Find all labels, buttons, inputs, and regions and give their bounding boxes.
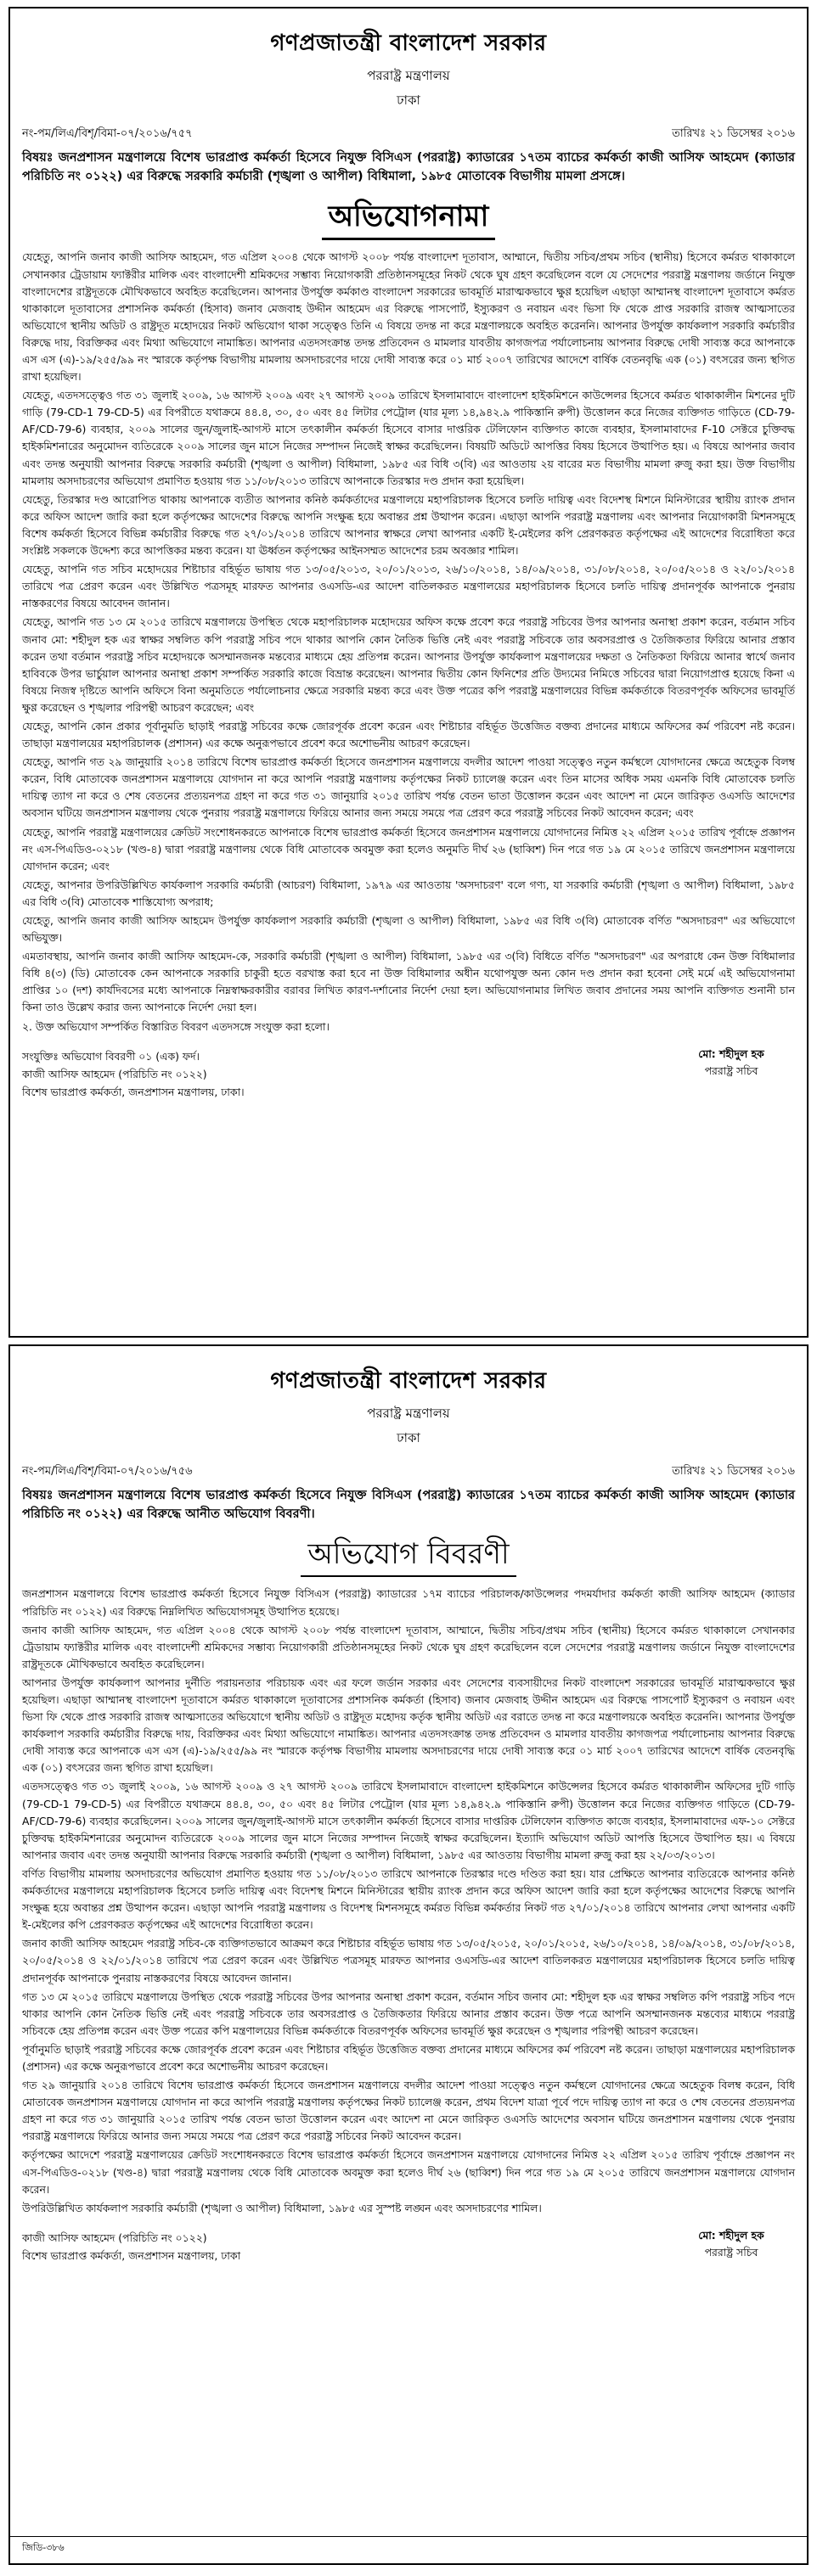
paragraph: যেহেতু, আপনি গত ১৩ মে ২০১৫ তারিখে মন্ত্রণালয়ে উপস্থিত থেকে মহাপরিচালক মহোদয়ের অফিস কক্ষে প্রবেশ করে পররাষ্ট্র সচিবের উপর আপনার অনাস্থা প্রকাশ করেন, বর্তমান সচিব জনাব মো: শহীদুল হক এর স্বাক্ষর সম্বলিত কপি পররাষ্ট্র সচিব পদে থাকার আপনি কোন নৈতিক ভিত্তি নেই এবং পররাষ্ট্র সচিবকে তার অবসরপ্রাপ্ত ও তৈজিকতার ফিরিয়ে আনার প্রস্তাব করেন তথা বর্তমান পররাষ্ট্র সচিব মহোদয়কে অসম্মানজনক মন্তব্যের মাধ্যমে হেয় প্রতিপন্ন করেন। আপনার উপর্যুক্ত কার্যকলাপ মন্ত্রণালয়ের দক্ষতা ও নৈতিকতা ফিরিয়ে আনার স্বার্থে জনাব হাবিবকে উপর ভার্চুয়াল আপনার অনাস্থা প্রকাশ সম্পর্কিত সরকারি কাজে বিভ্রান্ত করেছেন। আপনার দ্বিতীয় কোন ফিনিশের প্রতি উদ্যমের নিমিত্তে সচিবের দ্বারা নিয়োগপ্রাপ্ত হয়েছে কিনা এ বিষয়ে নিজস্ব দৃষ্টিতে আপনি অফিসে বিনা অনুমতিতে পর্যালোচনার ক্ষেত্রে সরকারি মন্তব্য করে এবং উক্ত পত্রের কপি পররাষ্ট্র মন্ত্রণালয়ের বিভিন্ন কর্মকর্তাকে বিতরণপূর্বক অফিসের ভাবমূর্তি ক্ষুণ্ণ করেছেন ও শৃঙ্খলার পরিপন্থী আচরণ করেছেন; এবং bbox=[22, 615, 795, 714]
paragraph: যেহেতু, আপনি কোন প্রকার পূর্বানুমতি ছাড়াই পররাষ্ট্র সচিবের কক্ষে জোরপূর্বক প্রবেশ করেন এবং শিষ্টাচার বহির্ভূত উত্তেজিত বক্তব্য প্রদানের মাধ্যমে অফিসের কর্ম পরিবেশ নষ্ট করেন। তাছাড়া মন্ত্রণালয়ের মহাপরিচালক (প্রশাসন) এর কক্ষে অনুরূপভাবে প্রবেশ করে অশোভনীয় আচরণ করেছেন। bbox=[22, 719, 795, 750]
ministry-name: পররাষ্ট্র মন্ত্রণালয় bbox=[367, 68, 450, 83]
reference-row bbox=[22, 1463, 795, 1481]
recipient-designation: বিশেষ ভারপ্রাপ্ত কর্মকর্তা, জনপ্রশাসন মন্ত্রণালয়, ঢাকা bbox=[22, 2248, 241, 2262]
paragraph: জনাব কাজী আসিফ আহমেদ পররাষ্ট্র সচিব-কে ব্যক্তিগতভাবে আক্রমণ করে শিষ্টাচার বহির্ভূত ভাষায় গত ১৩/০৫/২০১৫, ২০/০১/২০১৫, ২৬/১০/২০১৪, ১৪/০৯/২০১৪, ৩১/০৮/২০১৪, ২০/০৫/২০১৪ ও ২২/০১/২০১৪ তারিখে পত্র প্রেরণ করেন এবং উল্লিখিত পত্রসমূহ মারফত আপনার ওএসডি-এর আদেশ বাতিলকরত মন্ত্রণালয়ের মহাপরিচালক হিসেবে চলতি দায়িত্ব প্রদানপূর্বক আপনাকে পুনরায় নাস্তকরণের বিষয়ে আবেদন জানান। bbox=[22, 1937, 795, 1984]
attachment-label: সংযুক্তিঃ অভিযোগ বিবরণী ০১ (এক) ফর্দ। bbox=[22, 1049, 200, 1063]
paragraph: কর্তৃপক্ষের আদেশে পররাষ্ট্র মন্ত্রণালয়ের ক্রেডিট সংশোধনকরতে বিশেষ ভারপ্রাপ্ত কর্মকর্তা হিসেবে জনপ্রশাসন মন্ত্রণালয়ে যোগদানের নিমিত্ত ২২ এপ্রিল ২০১৫ তারিখ পূর্বাহ্নে প্রজ্ঞাপন নং এস-পিএডিও-০২১৮ (খণ্ড-৪) দ্বারা পররাষ্ট্র মন্ত্রণালয় থেকে বিধি মোতাবেক অবমুক্ত করা হলেও দীর্ঘ ২৬ (ছাব্বিশ) দিন পরে গত ১৯ মে ২০১৫ তারিখে জনপ্রশাসন মন্ত্রণালয়ে যোগদান করেন। bbox=[22, 2148, 795, 2196]
signer-name: মো: শহীদুল হক bbox=[698, 2228, 764, 2242]
city-name: ঢাকা bbox=[397, 93, 420, 108]
paragraph: যেহেতু, আপনি জনাব কাজী আসিফ আহমেদ উপর্যুক্ত কার্যকলাপ সরকারি কর্মচারী (শৃঙ্খলা ও আপীল) বিধিমালা, ১৯৮৫ এর বিধি ৩(বি) মোতাবেক বর্ণিত "অসদাচরণ" এর অভিযোগে অভিযুক্ত। bbox=[22, 914, 795, 945]
paragraph: জনাব কাজী আসিফ আহমেদ, গত এপ্রিল ২০০৪ থেকে আগস্ট ২০০৮ পর্যন্ত বাংলাদেশ দূতাবাস, আম্মানে, দ্বিতীয় সচিব/প্রথম সচিব (স্থানীয়) হিসেবে কর্মরত থাকাকালে সেখানকার ট্রেডায়াম ফ্যাক্টরীর মালিক এবং বাংলাদেশী শ্রমিকদের সম্ভাব্য নিয়োগকারী প্রতিষ্ঠানসমূহের নিকট থেকে ঘুষ গ্রহণ করেছিলেন বলে সেদেশের পররাষ্ট্র মন্ত্রণালয় জর্ডানে নিযুক্ত বাংলাদেশের রাষ্ট্রদূতকে মৌখিকভাবে অবহিত করেছিলেন। bbox=[22, 1623, 795, 1670]
recipient-name: কাজী আসিফ আহমেদ (পরিচিতি নং ০১২২) bbox=[22, 1067, 207, 1080]
paragraph: গত ২৯ জানুয়ারি ২০১৪ তারিখে বিশেষ ভারপ্রাপ্ত কর্মকর্তা হিসেবে জনপ্রশাসন মন্ত্রণালয়ে বদলীর আদেশ পাওয়া সত্ত্বেও নতুন কর্মস্থলে যোগদানের ক্ষেত্রে অহেতুক বিলম্ব করেন, বিধি মোতাবেক জনপ্রশাসন মন্ত্রণালয়ে যোগদান না করে আপনি পররাষ্ট্র মন্ত্রণালয় কর্তৃপক্ষের নিকট চ্যালেঞ্জ করেন, প্রথম বিদেশ যাত্রা পূর্বে পদে দায়িত্ব ত্যাগ না করে ও শেষ বেতনের প্রত্যয়নপত্র গ্রহণ না করে গত ৩১ জানুয়ারি ২০১৫ তারিখ পর্যন্ত বেতন ভাতা উত্তোলন করেন এবং আদেশ না মেনে জারিকৃত ওএসডি আদেশের অবসান ঘটিয়ে জনপ্রশাসন মন্ত্রণালয় থেকে পুনরায় পররাষ্ট্র মন্ত্রণালয়ে ফিরিয়ে আনার জন্য সময়ে সময়ে পত্র প্রেরণ করে পররাষ্ট্র সচিবের নিকট আবেদন করেন। bbox=[22, 2079, 795, 2143]
government-title: গণপ্রজাতন্ত্রী বাংলাদেশ সরকার bbox=[270, 1368, 547, 1394]
city-name: ঢাকা bbox=[397, 1430, 420, 1445]
subject-line: বিষয়ঃ জনপ্রশাসন মন্ত্রণালয়ে বিশেষ ভারপ্রাপ্ত কর্মকর্তা হিসেবে নিযুক্ত বিসিএস (পররাষ্ট্র) ক্যাডারের ১৭তম ব্যাচের কর্মকর্তা কাজী আসিফ আহমেদ (ক্যাডার পরিচিতি নং ০১২২) এর বিরুদ্ধে সরকারি কর্মচারী (শৃঙ্খলা ও আপীল) বিধিমালা, ১৯৮৫ মোতাবেক বিভাগীয় মামলা প্রসঙ্গে। bbox=[22, 151, 795, 184]
memo-date: তারিখঃ ২১ ডিসেম্বর ২০১৬ bbox=[672, 1465, 795, 1478]
paragraph: গত ১৩ মে ২০১৫ তারিখে মন্ত্রণালয়ে উপস্থিত থেকে পররাষ্ট্র সচিবের উপর আপনার অনাস্থা প্রকাশ করেন, বর্তমান সচিব জনাব মো: শহীদুল হক এর স্বাক্ষর সম্বলিত কপি পররাষ্ট্র সচিব পদে থাকার আপনি কোন নৈতিক ভিত্তি নেই এবং পররাষ্ট্র সচিবকে তার অবসরপ্রাপ্ত ও তৈজিকতার ফিরিয়ে আনার প্রস্তাব করেন। উক্ত পত্রে আপনি অসম্মানজনক মন্তব্যের মাধ্যমে পররাষ্ট্র সচিবকে হেয় প্রতিপন্ন করেন এবং উক্ত পত্রের কপি মন্ত্রণালয়ের বিভিন্ন কর্মকর্তাকে বিতরণপূর্বক অফিসের ভাবমূর্তি ক্ষুণ্ণ করেছেন ও শৃঙ্খলার পরিপন্থী আচরণ করেছেন। bbox=[22, 1990, 795, 2037]
footer-code: জিডি-৩৮৬ bbox=[10, 2536, 807, 2556]
paragraph: যেহেতু, এতদসত্ত্বেও গত ৩১ জুলাই ২০০৯, ১৬ আগস্ট ২০০৯ এবং ২৭ আগস্ট ২০০৯ তারিখে ইসলামাবাদে বাংলাদেশ হাইকমিশনে কাউন্সেলর হিসেবে কর্মরত থাকাকালীন মিশনের দুটি গাড়ি (79-CD-1 79-CD-5) এর বিপরীতে যথাক্রমে ৪৪.৪, ৩০, ৫০ এবং ৪৫ লিটার পেট্রোল (যার মূল্য ১৪,৯৪২.৯ পাকিস্তানি রুপী) উত্তোলন করে নিজের ব্যক্তিগত গাড়িতে (CD-79-AF/CD-79-6) ব্যবহার, ২০০৯ সালের জুন/জুলাই-আগস্ট মাসে তৎকালীন কর্মকর্তা হিসেবে বাসার দাপ্তরিক টেলিফোন ব্যক্তিগত কাজে ব্যবহার, ইসলামাবাদের F-10 সেক্টরে চুক্তিবদ্ধ হাইকমিশনারের অনুমোদন ব্যতিরেকে ২০০৯ সালের জুন মাসে নিজের সম্পাদন নিজেই স্বাক্ষর করেছিলেন। বিষয়টি অডিটে আপত্তির বিষয় হিসেবে উত্থাপিত হয়। এ বিষয়ে আপনার জবাব এবং তদন্ত অনুযায়ী আপনার বিরুদ্ধে সরকারি কর্মচারী (শৃঙ্খলা ও আপীল) বিধিমালা, ১৯৮৫ এর বিধি ৩(বি) এর আওতায় ২য় বারের মত বিভাগীয় মামলা রুজু করা হয়। উক্ত বিভাগীয় মামলায় অসদাচরণের অভিযোগ প্রমাণিত হওয়ায় গত ১১/০৮/২০১৩ তারিখে আপনাকে তিরস্কার দণ্ড প্রদান করা হয়েছিল। bbox=[22, 389, 795, 487]
reference-row bbox=[22, 126, 795, 143]
paragraph: এতদসত্ত্বেও গত ৩১ জুলাই ২০০৯, ১৬ আগস্ট ২০০৯ ও ২৭ আগস্ট ২০০৯ তারিখে ইসলামাবাদে বাংলাদেশ হাইকমিশনে কাউন্সেলর হিসেবে কর্মরত থাকাকালীন অফিসের দুটি গাড়ি (79-CD-1 79-CD-5) এর বিপরীতে যথাক্রমে ৪৪.৪, ৩০, ৫০ এবং ৪৫ লিটার পেট্রোল (যার মূল্য ১৪,৯৪২.৯ পাকিস্তানি রুপী) উত্তোলন করে নিজের ব্যক্তিগত গাড়িতে (CD-79-AF/CD-79-6) ব্যবহার করেছিলেন। ২০০৯ সালের জুন/জুলাই-আগস্ট মাসে তৎকালীন কর্মকর্তা হিসেবে বাসার দাপ্তরিক টেলিফোন ব্যক্তিগত কাজে ব্যবহার, ইসলামাবাদের এফ-১০ সেক্টরে চুক্তিবদ্ধ হাইকমিশনারের অনুমোদন ব্যতিরেকে ২০০৯ সালের জুন মাসে নিজের সম্পাদন নিজেই স্বাক্ষর করেছিলেন। ইত্যাদি অভিযোগ অডিট আপত্তি হিসেবে উত্থাপিত হয়। এ বিষয়ে আপনার জবাব এবং তদন্ত অনুযায়ী আপনার বিরুদ্ধে সরকারি কর্মচারী (শৃঙ্খলা ও আপীল) বিধিমালা, ১৯৮৫ এর আওতায় বিভাগীয় মামলা রুজু করা হয় ২২/০৩/২০১৩। bbox=[22, 1780, 795, 1861]
paragraph: জনপ্রশাসন মন্ত্রণালয়ে বিশেষ ভারপ্রাপ্ত কর্মকর্তা হিসেবে নিযুক্ত বিসিএস (পররাষ্ট্র) ক্যাডারের ১৭ম ব্যাচের পরিচালক/কাউন্সেলর পদমর্যাদার কর্মকর্তা কাজী আসিফ আহমেদ (ক্যাডার পরিচিতি নং ০১২২) এর বিরুদ্ধে নিম্নলিখিত অভিযোগসমূহ উত্থাপিত হয়েছে। bbox=[22, 1587, 795, 1618]
signer-designation: পররাষ্ট্র সচিব bbox=[704, 1064, 758, 1077]
paragraph: বর্ণিত বিভাগীয় মামলায় অসদাচরণের অভিযোগ প্রমাণিত হওয়ায় গত ১১/০৮/২০১৩ তারিখে আপনাকে তিরস্কার দণ্ডে দণ্ডিত করা হয়। যার প্রেক্ষিতে আপনার ব্যতিরেকে আপনার কনিষ্ঠ কর্মকর্তাদের মন্ত্রণালয়ে মহাপরিচালক হিসেবে চলতি দায়িত্ব এবং বিদেশস্থ মিশনে মিনিস্টারের স্থায়ীয় র‌্যাংক প্রদান করে অফিস আদেশ জারি করা হলে কর্তৃপক্ষের আদেশের বিরুদ্ধে আপনি সংক্ষুব্ধ হয়ে অবান্তর প্রশ্ন উত্থাপন করেন। এছাড়া আপনি পররাষ্ট্র মন্ত্রণালয় ও বিদেশস্থ মিশনসমূহে কর্মরত বিভিন্ন কর্মকর্তার নিকট গত ২৭/০১/২০১৪ তারিখে আপনার লেখা আপনার একটি ই-মেইলের কপি প্রেরণকরত কর্তৃপক্ষের এই আদেশের বিরোধিতা করেন। bbox=[22, 1866, 795, 1932]
charge-paragraphs bbox=[22, 249, 795, 1035]
paragraph: উপরিউল্লিখিত কার্যকলাপ সরকারি কর্মচারী (শৃঙ্খলা ও আপীল) বিধিমালা, ১৯৮৫ এর সুস্পষ্ট লঙ্ঘন এবং অসদাচরণের শামিল। bbox=[22, 2201, 542, 2214]
paragraph: এমতাবস্থায়, আপনি জনাব কাজী আসিফ আহমেদ-কে, সরকারি কর্মচারী (শৃঙ্খলা ও আপীল) বিধিমালা, ১৯৮৫ এর ৩(বি) বিধিতে বর্ণিত "অসদাচরণ" এর অপরাধে কেন উক্ত বিধিমালার বিধি ৪(৩) (ডি) মোতাবেক কেন আপনাকে সরকারি চাকুরী হতে বরখাস্ত করা হবে না উক্ত বিধিমালার অধীন যথোপযুক্ত অন্য কোন দণ্ড প্রদান করা হবেনা সেই মর্মে এই অভিযোগনামা প্রাপ্তির ১০ (দশ) কার্যদিবসের মধ্যে আপনাকে নিম্নস্বাক্ষরকারীর বরাবর লিখিত কারণ-দর্শানোর নির্দেশ দেয়া হল। অভিযোগনামার লিখিত জবাব প্রদানের সময় আপনি ব্যক্তিগত শুনানী চান কিনা তাও উল্লেখ করার জন্য আপনাকে নির্দেশ দেয়া হল। bbox=[22, 950, 795, 1014]
ministry-name: পররাষ্ট্র মন্ত্রণালয় bbox=[367, 1406, 450, 1421]
statement-of-allegations bbox=[8, 1344, 809, 2565]
subject-line: বিষয়ঃ জনপ্রশাসন মন্ত্রণালয়ে বিশেষ ভারপ্রাপ্ত কর্মকর্তা হিসেবে নিযুক্ত বিসিএস (পররাষ্ট্র) ক্যাডারের ১৭তম ব্যাচের কর্মকর্তা কাজী আসিফ আহমেদ (ক্যাডার পরিচিতি নং ০১২২) এর বিরুদ্ধে আনীত অভিযোগ বিবরণী। bbox=[22, 1489, 795, 1522]
memo-number: নং-পম/লিএ/বিশৃ/বিমা-০৭/২০১৬/৭৫৬ bbox=[22, 1465, 193, 1478]
allegation-paragraphs bbox=[22, 1585, 795, 2216]
paragraph: যেহেতু, আপনি গত ২৯ জানুয়ারি ২০১৪ তারিখে বিশেষ ভারপ্রাপ্ত কর্মকর্তা হিসেবে জনপ্রশাসন মন্ত্রণালয়ে বদলীর আদেশ পাওয়া সত্ত্বেও নতুন কর্মস্থলে যোগদানের ক্ষেত্রে অহেতুক বিলম্ব করেন, বিধি মোতাবেক জনপ্রশাসন মন্ত্রণালয়ে যোগদান না করে আপনি পররাষ্ট্র মন্ত্রণালয় কর্তৃপক্ষের নিকট চ্যালেঞ্জ করেন এবং তিন মাসের অধিক সময় এমনকি বিধি মোতাবেক চলতি দায়িত্ব ত্যাগ না করে ও শেষ বেতনের প্রত্যয়নপত্র গ্রহণ না করে গত ৩১ জানুয়ারি ২০১৫ তারিখ পর্যন্ত বেতন ভাতা উত্তোলন করেন এবং আদেশ না মেনে জারিকৃত ওএসডি আদেশের অবসান ঘটিয়ে জনপ্রশাসন মন্ত্রণালয় থেকে পুনরায় পররাষ্ট্র মন্ত্রণালয়ে ফিরিয়ে আনার জন্য সময়ে সময়ে পত্র প্রেরণ করে পররাষ্ট্র সচিবের নিকট আবেদন করেন; এবং bbox=[22, 755, 795, 820]
charge-sheet-notice bbox=[8, 7, 809, 1338]
recipient-designation: বিশেষ ভারপ্রাপ্ত কর্মকর্তা, জনপ্রশাসন মন্ত্রণালয়, ঢাকা। bbox=[22, 1085, 245, 1098]
paragraph: যেহেতু, আপনি জনাব কাজী আসিফ আহমেদ, গত এপ্রিল ২০০৪ থেকে আগস্ট ২০০৮ পর্যন্ত বাংলাদেশ দূতাবাস, আম্মানে, দ্বিতীয় সচিব/প্রথম সচিব (স্থানীয়) হিসেবে কর্মরত থাকাকালে সেখানকার ট্রেডায়াম ফ্যাক্টরীর মালিক এবং বাংলাদেশী শ্রমিকদের সম্ভাব্য নিয়োগকারী প্রতিষ্ঠানসমূহের নিকট থেকে ঘুষ গ্রহণ করেছিলেন বলে যে সেদেশের পররাষ্ট্র মন্ত্রণালয় জর্ডানে নিযুক্ত বাংলাদেশের রাষ্ট্রদূতকে মৌখিকভাবে অবহিত করেছিলেন। আপনার উপর্যুক্ত কর্মকাণ্ড বাংলাদেশ সরকারের ভাবমূর্তি মারাত্মকভাবে ক্ষুণ্ণ হয়েছিল এছাড়া আম্মানস্থ বাংলাদেশ দূতাবাসে কর্মরত থাকাকালে দূতাবাসের প্রশাসনিক কর্মকর্তা (হিসাব) জনাব মেজবাহ উদ্দীন আহমেদ এর বিরুদ্ধে পাসপোর্ট, ইস্যুকরণ ও নবায়ন এবং ভিসা ফি থেকে প্রাপ্ত সরকারি রাজস্ব আত্মসাতের অভিযোগে স্থানীয় অডিট ও রাষ্ট্রদূত মহোদয়ের নিকট অভিযোগ থাকা সত্ত্বেও তিনি এ বিষয়ে তদন্ত না করে মন্ত্রণালয়কে অবহিত করেননি। আপনার উপর্যুক্ত কার্যকলাপ সরকারি কর্মচারীর বিরুদ্ধে দায়, বিরক্তিকর এবং মিথ্যা অভিযোগে নামাঙ্কিত। আপনার এতদসংক্রান্ত তদন্ত প্রতিবেদন ও মামলার যাবতীয় কাগজপত্র পর্যালোচনায় আপনার বিরুদ্ধে দোষী সাব্যস্ত করে আপনাকে এস এস (এ)-১৯/২৫৫/৯৯ নং স্মারকে কর্তৃপক্ষ বিভাগীয় মামলায় অসদাচরণের দায়ে দোষী সাব্যস্ত করে ০১ মার্চ ২০০৭ তারিখের আদেশে বার্ষিক বেতনবৃদ্ধি এক (০১) বৎসরের জন্য স্থগিত রাখা হয়েছিল। bbox=[22, 250, 795, 384]
paragraph: পূর্বানুমতি ছাড়াই পররাষ্ট্র সচিবের কক্ষে জোরপূর্বক প্রবেশ করেন এবং শিষ্টাচার বহির্ভূত উত্তেজিত বক্তব্য প্রদানের মাধ্যমে অফিসের কর্ম পরিবেশ নষ্ট করেন। তাছাড়া মন্ত্রণালয়ের মহাপরিচালক (প্রশাসন) এর কক্ষে অনুরূপভাবে প্রবেশ করে অশোভনীয় আচরণ করেছেন। bbox=[22, 2042, 795, 2073]
paragraph: যেহেতু, আপনি পররাষ্ট্র মন্ত্রণালয়ের ক্রেডিট সংশোধনকরতে আপনাকে বিশেষ ভারপ্রাপ্ত কর্মকর্তা হিসেবে জনপ্রশাসন মন্ত্রণালয়ে যোগদানের নিমিত্ত ২২ এপ্রিল ২০১৫ তারিখ পূর্বাহ্নে প্রজ্ঞাপন নং এস-পিএডিও-০২১৮ (খণ্ড-৪) দ্বারা পররাষ্ট্র মন্ত্রণালয় থেকে বিধি মোতাবেক অবমুক্ত করা হলেও অনুমতি দীর্ঘ ২৬ (ছাব্বিশ) দিন পরে গত ১৯ মে ২০১৫ তারিখে জনপ্রশাসন মন্ত্রণালয়ে যোগদান করেন; এবং bbox=[22, 825, 795, 873]
heading-wrap bbox=[22, 199, 795, 241]
recipient-name: কাজী আসিফ আহমেদ (পরিচিতি নং ০১২২) bbox=[22, 2231, 207, 2244]
signature-block bbox=[668, 2229, 795, 2263]
signer-designation: পররাষ্ট্র সচিব bbox=[704, 2245, 758, 2259]
paragraph: ২. উক্ত অভিযোগ সম্পর্কিত বিস্তারিত বিবরণ এতদসঙ্গে সংযুক্ত করা হলো। bbox=[22, 1019, 330, 1033]
document-heading: অভিযোগ বিবরণী bbox=[301, 1536, 516, 1578]
memo-date: তারিখঃ ২১ ডিসেম্বর ২০১৬ bbox=[672, 127, 795, 140]
paragraph: যেহেতু, তিরস্কার দণ্ড আরোপিত থাকায় আপনাকে ব্যতীত আপনার কনিষ্ঠ কর্মকর্তাদের মন্ত্রণালয়ে মহাপরিচালক হিসেবে চলতি দায়িত্ব এবং বিদেশস্থ মিশনে মিনিস্টারের স্থায়ীয় র‌্যাংক প্রদান করে অফিস আদেশ জারি করা হলে কর্তৃপক্ষের আদেশের বিরুদ্ধে আপনি সংক্ষুব্ধ হয়ে অবান্তর প্রশ্ন উত্থাপন করেন। এছাড়া আপনি পররাষ্ট্র মন্ত্রণালয় এবং আপনার নিয়োগকারী মিশনসমূহে বিশেষ কর্মকর্তা হিসেবে বিভিন্ন কর্মচারীর বিরুদ্ধে গত ২৭/০১/২০১৪ তারিখে আপনার স্বাক্ষরে লেখা আপনার একটি ই-মেইলের কপি প্রেরণকরত কর্তৃপক্ষের এই আদেশের বিরোধিতা করে সংশ্লিষ্ট সকলকে উদ্দেশ্য করে আপত্তিকর মন্তব্য করেন। যা ঊর্ধ্বতন কর্তৃপক্ষের আইনসম্মত আদেশের চরম অবজ্ঞার শামিল। bbox=[22, 492, 795, 558]
paragraph: যেহেতু, আপনার উপরিউল্লিখিত কার্যকলাপ সরকারি কর্মচারী (আচরণ) বিধিমালা, ১৯৭৯ এর আওতায় 'অসদাচরণ' বলে গণ্য, যা সরকারি কর্মচারী (শৃঙ্খলা ও আপীল) বিধিমালা, ১৯৮৫ এর বিধি ৩(বি) মোতাবেক শাস্তিযোগ্য অপরাধ; bbox=[22, 878, 795, 908]
recipient-block bbox=[22, 2229, 240, 2265]
signature-row bbox=[22, 1047, 795, 1101]
memo-number: নং-পম/লিএ/বিশৃ/বিমা-০৭/২০১৬/৭৫৭ bbox=[22, 127, 193, 140]
government-title: গণপ্রজাতন্ত্রী বাংলাদেশ সরকার bbox=[270, 31, 547, 56]
signature-block bbox=[668, 1047, 795, 1081]
signature-row bbox=[22, 2229, 795, 2265]
attachment-and-recipient bbox=[22, 1047, 245, 1101]
paragraph: যেহেতু, আপনি গত সচিব মহোদয়ের শিষ্টাচার বহির্ভূত ভাষায় গত ১৩/০৫/২০১৩, ২০/০১/২০১৩, ২৬/১০/২০১৪, ১৪/০৯/২০১৪, ৩১/০৮/২০১৪, ২০/০৫/২০১৪ ও ২২/০১/২০১৪ তারিখে পত্র প্রেরণ করেন এবং উল্লিখিত পত্রসমূহ মারফত আপনার ওএসডি-এর আদেশ বাতিলকরত মন্ত্রণালয়ের মহাপরিচালক হিসেবে চলতি দায়িত্ব প্রদানপূর্বক আপনাকে পুনরায় নাস্তকরণের বিষয়ে আবেদন জানান। bbox=[22, 563, 795, 610]
heading-wrap bbox=[22, 1536, 795, 1578]
signer-name: মো: শহীদুল হক bbox=[698, 1047, 764, 1060]
paragraph: আপনার উপর্যুক্ত কার্যকলাপ আপনার দুর্নীতি পরায়নতার পরিচায়ক এবং এর ফলে জর্ডান সরকার এবং সেদেশের ব্যবসায়ীদের নিকট বাংলাদেশ সরকারের ভাবমূর্তি মারাত্মকভাবে ক্ষুণ্ণ হয়েছিল। এছাড়া আম্মানস্থ বাংলাদেশ দূতাবাসে কর্মরত থাকাকালে দূতাবাসের প্রশাসনিক কর্মকর্তা (হিসাব) জনাব মেজবাহ উদ্দীন আহমেদ এর বিরুদ্ধে পাসপোর্ট ইস্যুকরণ ও নবায়ন এবং ভিসা ফি থেকে প্রাপ্ত সরকারি রাজস্ব আত্মসাতের অভিযোগে স্থানীয় অডিট ও রাষ্ট্রদূত মহোদয় কর্তৃক স্থানীয় অডিট এর বরাতে তদন্ত না করে মন্ত্রণালয়কে অবহিত করেননি। আপনার উপর্যুক্ত কার্যকলাপ সরকারি কর্মচারীর বিরুদ্ধে দায়, বিরক্তিকর এবং মিথ্যা অভিযোগে নামাঙ্কিত। আপনার এতদসংক্রান্ত তদন্ত প্রতিবেদন ও মামলার যাবতীয় কাগজপত্র পর্যালোচনায় আপনার বিরুদ্ধে দোষী সাব্যস্ত করে আপনাকে এস এস (এ)-১৯/২৫৫/৯৯ নং স্মারকে কর্তৃপক্ষ বিভাগীয় মামলায় অসদাচরণের দায়ে দোষী সাব্যস্ত করে ০১ মার্চ ২০০৭ তারিখের আদেশে বার্ষিক বেতনবৃদ্ধি এক (০১) বৎসরের জন্য স্থগিত রাখা হয়েছিল। bbox=[22, 1675, 795, 1775]
document-heading: অভিযোগনামা bbox=[322, 199, 496, 241]
